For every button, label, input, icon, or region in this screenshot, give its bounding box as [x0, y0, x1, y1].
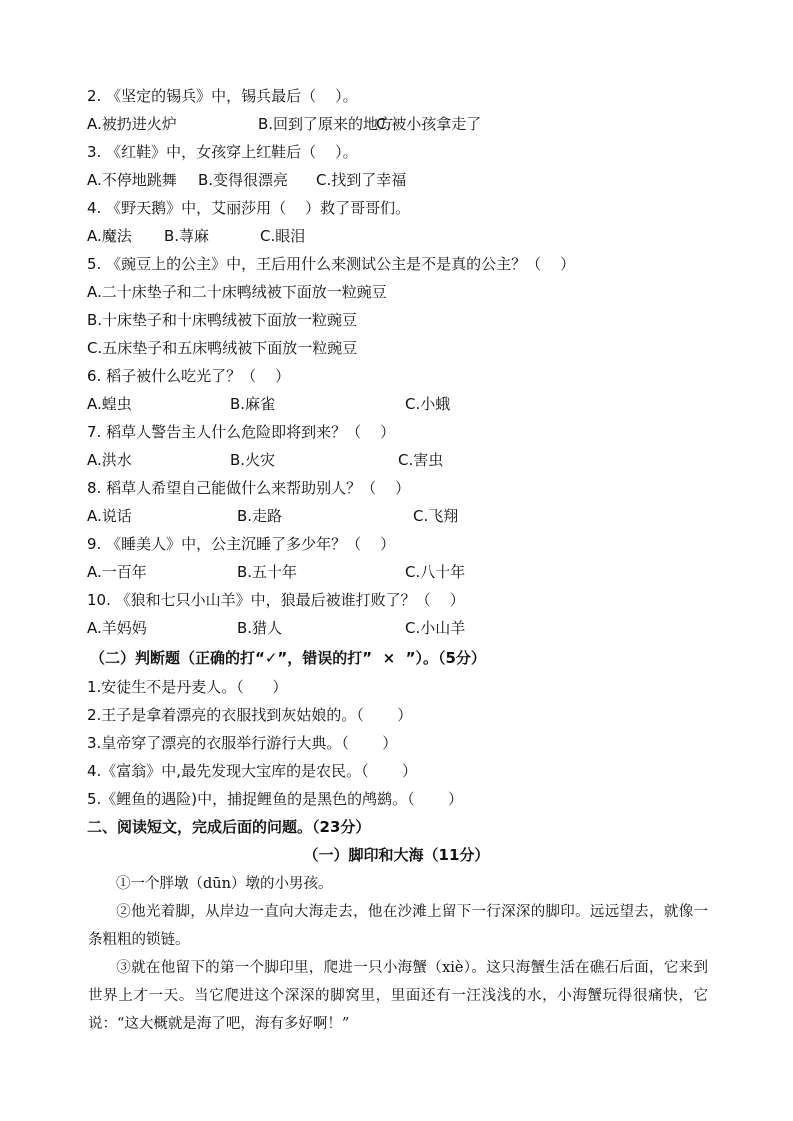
question-6-option-c: C.小蛾: [405, 395, 451, 413]
passage-paragraph-2: [88, 898, 708, 954]
question-8-option-a: A.说话: [87, 507, 132, 525]
judge-item-4: 4.《富翁》中,最先发现大宝库的是农民。（ ）: [87, 762, 417, 780]
question-7-option-c: C.害虫: [398, 451, 444, 469]
question-9-option-a: A.一百年: [87, 563, 147, 581]
reading-section-heading: 二、阅读短文，完成后面的问题。（23分）: [87, 818, 371, 836]
question-2-option-c: C.被小孩拿走了: [376, 115, 482, 133]
passage-paragraph-3: [88, 954, 708, 1038]
question-3-option-b: B.变得很漂亮: [198, 171, 289, 189]
question-2: 2. 《坚定的锡兵》中，锡兵最后（ ）。: [87, 87, 358, 105]
question-10-option-c: C.小山羊: [405, 619, 466, 637]
question-3-option-c: C.找到了幸福: [316, 171, 407, 189]
question-10-option-b: B.猎人: [237, 619, 283, 637]
question-2-option-a: A.被扔进火炉: [87, 115, 177, 133]
question-7-option-b: B.火灾: [230, 451, 276, 469]
question-7: 7. 稻草人警告主人什么危险即将到来？（ ）: [87, 423, 396, 441]
question-6-option-b: B.麻雀: [230, 395, 276, 413]
question-4: 4. 《野天鹅》中，艾丽莎用（ ）救了哥哥们。: [87, 199, 411, 217]
question-3: 3. 《红鞋》中，女孩穿上红鞋后（ ）。: [87, 143, 358, 161]
question-5-option-a: A.二十床垫子和二十床鸭绒被下面放一粒豌豆: [87, 283, 387, 301]
passage-paragraph-2-text: ②他光着脚，从岸边一直向大海走去，他在沙滩上留下一行深深的脚印。远远望去，就像一条粗粗的锁链。: [88, 904, 708, 948]
question-5: 5. 《豌豆上的公主》中，王后用什么来测试公主是不是真的公主？（ ）: [87, 255, 576, 273]
question-6-option-a: A.蝗虫: [87, 395, 132, 413]
judge-item-3: 3.皇帝穿了漂亮的衣服举行游行大典。（ ）: [87, 734, 398, 752]
question-9-option-c: C.八十年: [405, 563, 466, 581]
question-4-option-a: A.魔法: [87, 227, 132, 245]
question-9: 9. 《睡美人》中，公主沉睡了多少年？（ ）: [87, 535, 396, 553]
passage-paragraph-1-text: ①一个胖墩（dūn）墩的小男孩。: [116, 876, 333, 892]
question-2-option-b: B.回到了原来的地方: [258, 115, 394, 133]
passage-paragraph-1: [88, 870, 708, 898]
question-7-option-a: A.洪水: [87, 451, 132, 469]
judge-item-1: 1.安徒生不是丹麦人。（ ）: [87, 678, 288, 696]
judge-item-2: 2.王子是拿着漂亮的衣服找到灰姑娘的。（ ）: [87, 706, 413, 724]
passage-title: （一）脚印和大海（11分）: [303, 846, 490, 864]
passage-paragraph-3-text: ③就在他留下的第一个脚印里，爬进一只小海蟹（xiè）。这只海蟹生活在礁石后面，它来到世界上才一天。当它爬进这个深深的脚窝里，里面还有一汪浅浅的水，小海蟹玩得很痛快，它说：“这大概就是海了吧，海有多好啊！”: [88, 960, 708, 1032]
question-5-option-b: B.十床垫子和十床鸭绒被下面放一粒豌豆: [87, 311, 358, 329]
question-6: 6. 稻子被什么吃光了？（ ）: [87, 367, 291, 385]
question-10-option-a: A.羊妈妈: [87, 619, 147, 637]
question-8-option-b: B.走路: [237, 507, 283, 525]
question-8-option-c: C.飞翔: [413, 507, 459, 525]
question-4-option-b: B.荨麻: [164, 227, 210, 245]
judge-item-5: 5.《鲤鱼的遇险)中，捕捉鲤鱼的是黑色的鸬鹚。（ ）: [87, 790, 464, 808]
question-8: 8. 稻草人希望自己能做什么来帮助别人？（ ）: [87, 479, 411, 497]
question-4-option-c: C.眼泪: [260, 227, 306, 245]
judge-section-heading: （二）判断题（正确的打“✓”，错误的打” × ”）。（5分）: [90, 649, 486, 667]
question-5-option-c: C.五床垫子和五床鸭绒被下面放一粒豌豆: [87, 339, 358, 357]
question-3-option-a: A.不停地跳舞: [87, 171, 177, 189]
question-10: 10. 《狼和七只小山羊》中，狼最后被谁打败了？（ ）: [87, 591, 465, 609]
question-9-option-b: B.五十年: [237, 563, 298, 581]
